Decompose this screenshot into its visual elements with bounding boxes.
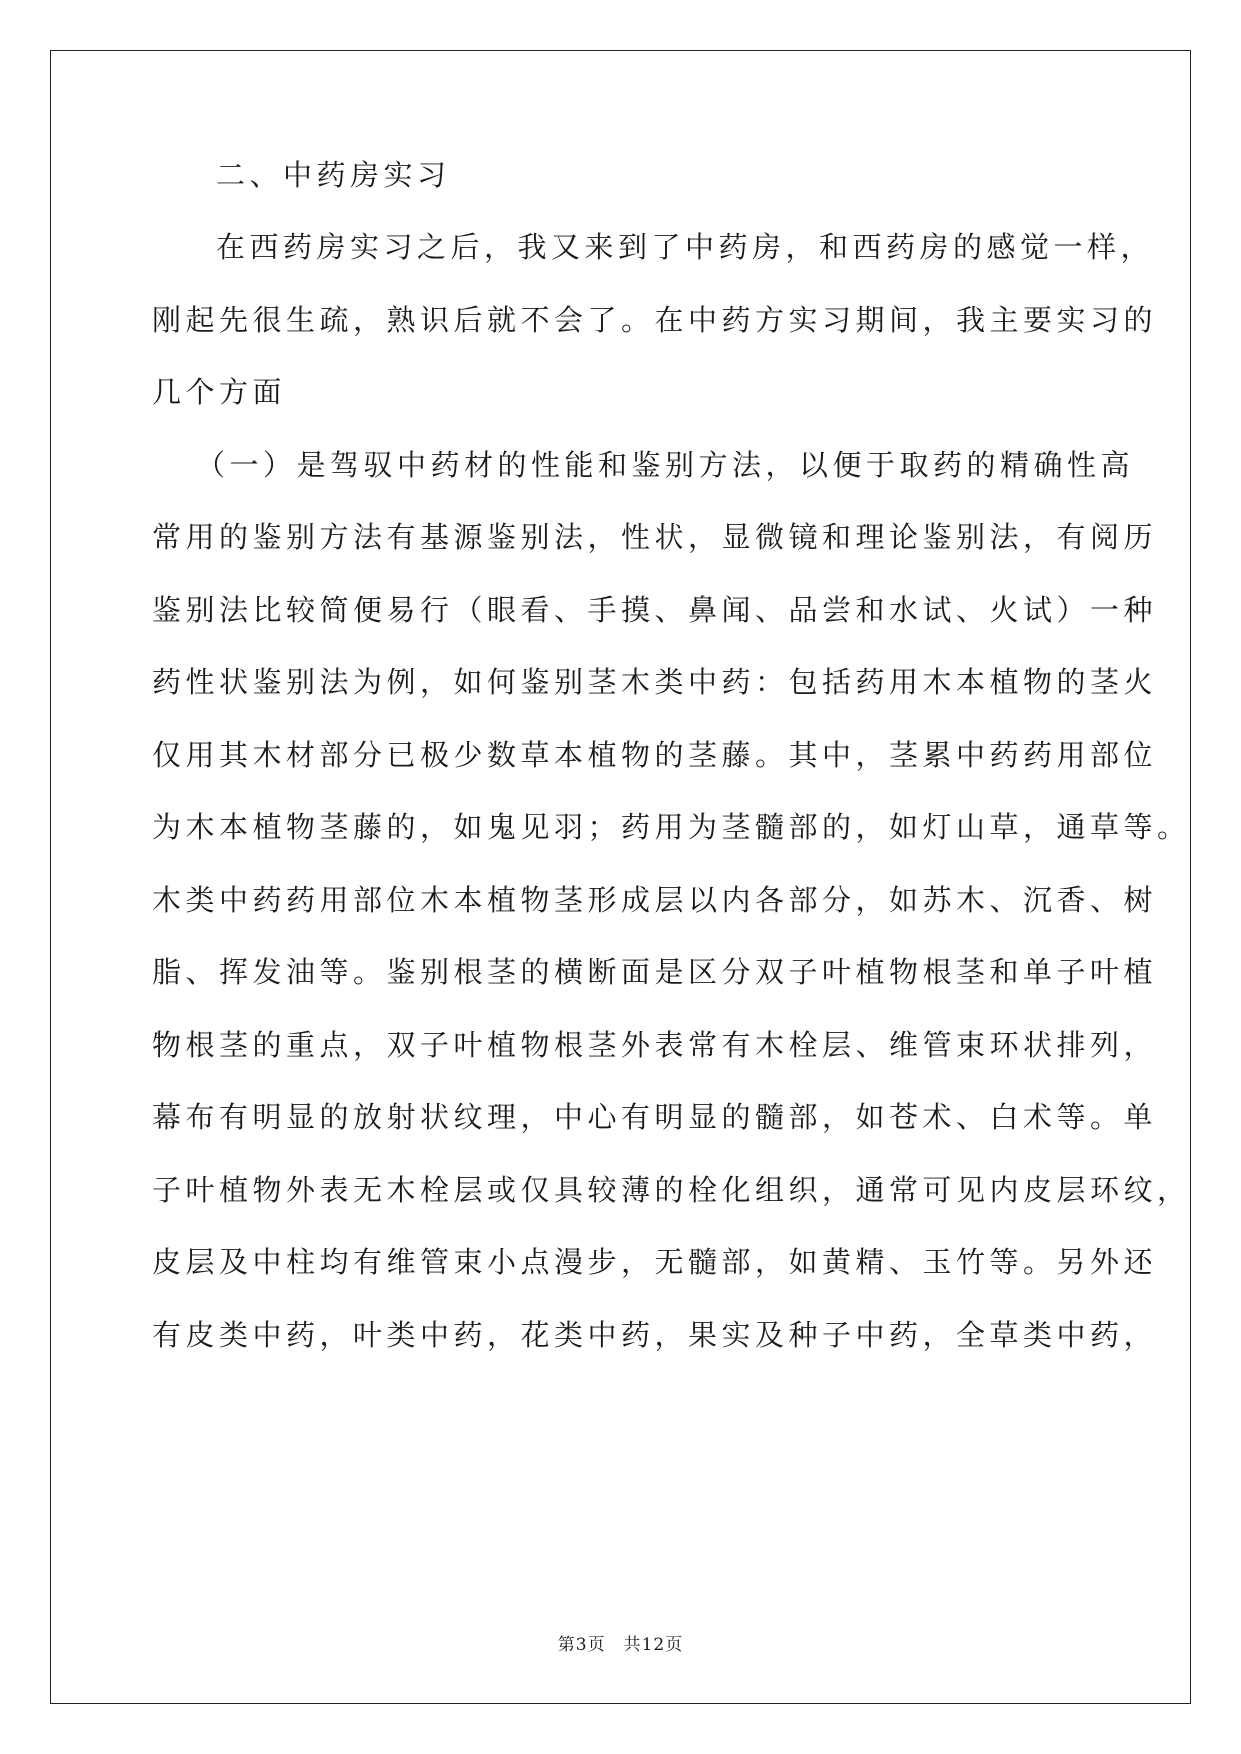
total-pages: 共12页 [623,1635,684,1655]
paragraph-line: 物根茎的重点，双子叶植物根茎外表常有木栓层、维管束环状排列， [152,1028,1158,1062]
section-heading: 二、中药房实习 [216,158,451,192]
paragraph-line: 幕布有明显的放射状纹理，中心有明显的髓部，如苍术、白术等。单 [152,1100,1158,1134]
paragraph-line: 刚起先很生疏，熟识后就不会了。在中药方实习期间，我主要实习的 [152,303,1158,337]
paragraph-line: 仅用其木材部分已极少数草本植物的茎藤。其中，茎累中药药用部位 [152,738,1158,772]
paragraph-line: 几个方面 [152,375,287,409]
paragraph-line: （一）是驾驭中药材的性能和鉴别方法，以便于取药的精确性高 [196,448,1135,482]
paragraph-line: 为木本植物茎藤的，如鬼见羽；药用为茎髓部的，如灯山草，通草等。 [152,810,1191,844]
paragraph-line: 有皮类中药，叶类中药，花类中药，果实及种子中药，全草类中药， [152,1318,1158,1352]
paragraph-line: 皮层及中柱均有维管束小点漫步，无髓部，如黄精、玉竹等。另外还 [152,1245,1158,1279]
paragraph-line: 子叶植物外表无木栓层或仅具较薄的栓化组织，通常可见内皮层环纹， [152,1173,1191,1207]
paragraph-line: 鉴别法比较简便易行（眼看、手摸、鼻闻、品尝和水试、火试）一种 [152,593,1158,627]
page-border [50,50,1191,1704]
paragraph-line: 木类中药药用部位木本植物茎形成层以内各部分，如苏木、沉香、树 [152,883,1158,917]
page-footer [0,1630,1241,1655]
paragraph-line: 脂、挥发油等。鉴别根茎的横断面是区分双子叶植物根茎和单子叶植 [152,955,1158,989]
paragraph-line: 常用的鉴别方法有基源鉴别法，性状，显微镜和理论鉴别法，有阅历 [152,520,1158,554]
paragraph-line: 药性状鉴别法为例，如何鉴别茎木类中药：包括药用木本植物的茎火 [152,665,1158,699]
paragraph-line: 在西药房实习之后，我又来到了中药房，和西药房的感觉一样， [216,230,1155,264]
page-number: 第3页 [557,1635,606,1655]
